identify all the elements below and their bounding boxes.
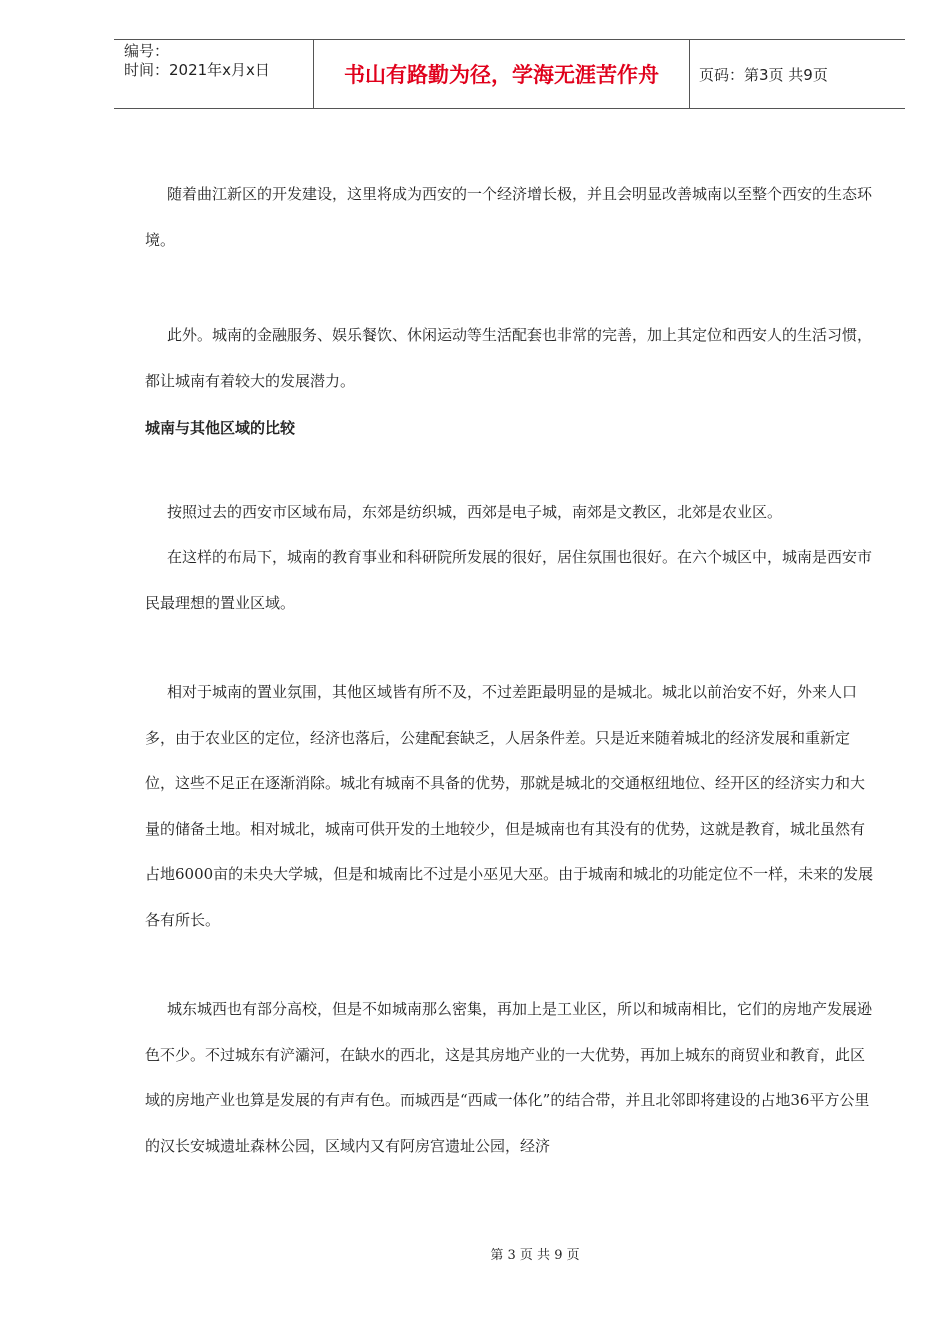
header-motto: 书山有路勤为径，学海无涯苦作舟: [314, 40, 690, 108]
paragraph-2: 此外。城南的金融服务、娱乐餐饮、休闲运动等生活配套也非常的完善，加上其定位和西安人的生活习惯，都让城南有着较大的发展潜力。: [145, 326, 873, 390]
paragraph-3: 按照过去的西安市区域布局，东郊是纺织城，西郊是电子城，南郊是文教区，北郊是农业区。: [167, 502, 783, 521]
paragraph-6: 城东城西也有部分高校，但是不如城南那么密集，再加上是工业区，所以和城南相比，它们的房地产发展逊色不少。不过城东有浐灞河，在缺水的西北，这是其房地产业的一大优势，再加上城东的商贸业和教育，此区域的房地产业也算是发展的有声有色。而城西是“西咸一体化”的结合带，并且北邻即将建设的占地36平方公里的汉长安城遗址森林公园，区域内又有阿房宫遗址公园，经济: [145, 1000, 873, 1155]
header-meta: [114, 40, 314, 108]
paragraph-1: 随着曲江新区的开发建设，这里将成为西安的一个经济增长极，并且会明显改善城南以至整个西安的生态环境。: [145, 185, 873, 249]
section-heading: 城南与其他区域的比较: [145, 419, 296, 437]
header-page-number: 页码：第3页 共9页: [699, 65, 828, 84]
time-label: 时间：2021年x月x日: [124, 61, 270, 79]
page-footer: 第 3 页 共 9 页: [490, 1248, 580, 1263]
paragraph-5: 相对于城南的置业氛围，其他区域皆有所不及，不过差距最明显的是城北。城北以前治安不好，外来人口多，由于农业区的定位，经济也落后，公建配套缺乏，人居条件差。只是近来随着城北的经济发展和重新定位，这些不足正在逐渐消除。城北有城南不具备的优势，那就是城北的交通枢纽地位、经开区的经济实力和大量的储备土地。相对城北，城南可供开发的土地较少，但是城南也有其没有的优势，这就是教育，城北虽然有占地6000亩的未央大学城，但是和城南比不过是小巫见大巫。由于城南和城北的功能定位不一样，未来的发展各有所长。: [145, 683, 874, 929]
paragraph-4: 在这样的布局下，城南的教育事业和科研院所发展的很好，居住氛围也很好。在六个城区中，城南是西安市民最理想的置业区域。: [145, 548, 873, 612]
serial-label: 编号：: [124, 42, 170, 60]
page-header: [114, 39, 905, 109]
document-body: [145, 172, 875, 1169]
